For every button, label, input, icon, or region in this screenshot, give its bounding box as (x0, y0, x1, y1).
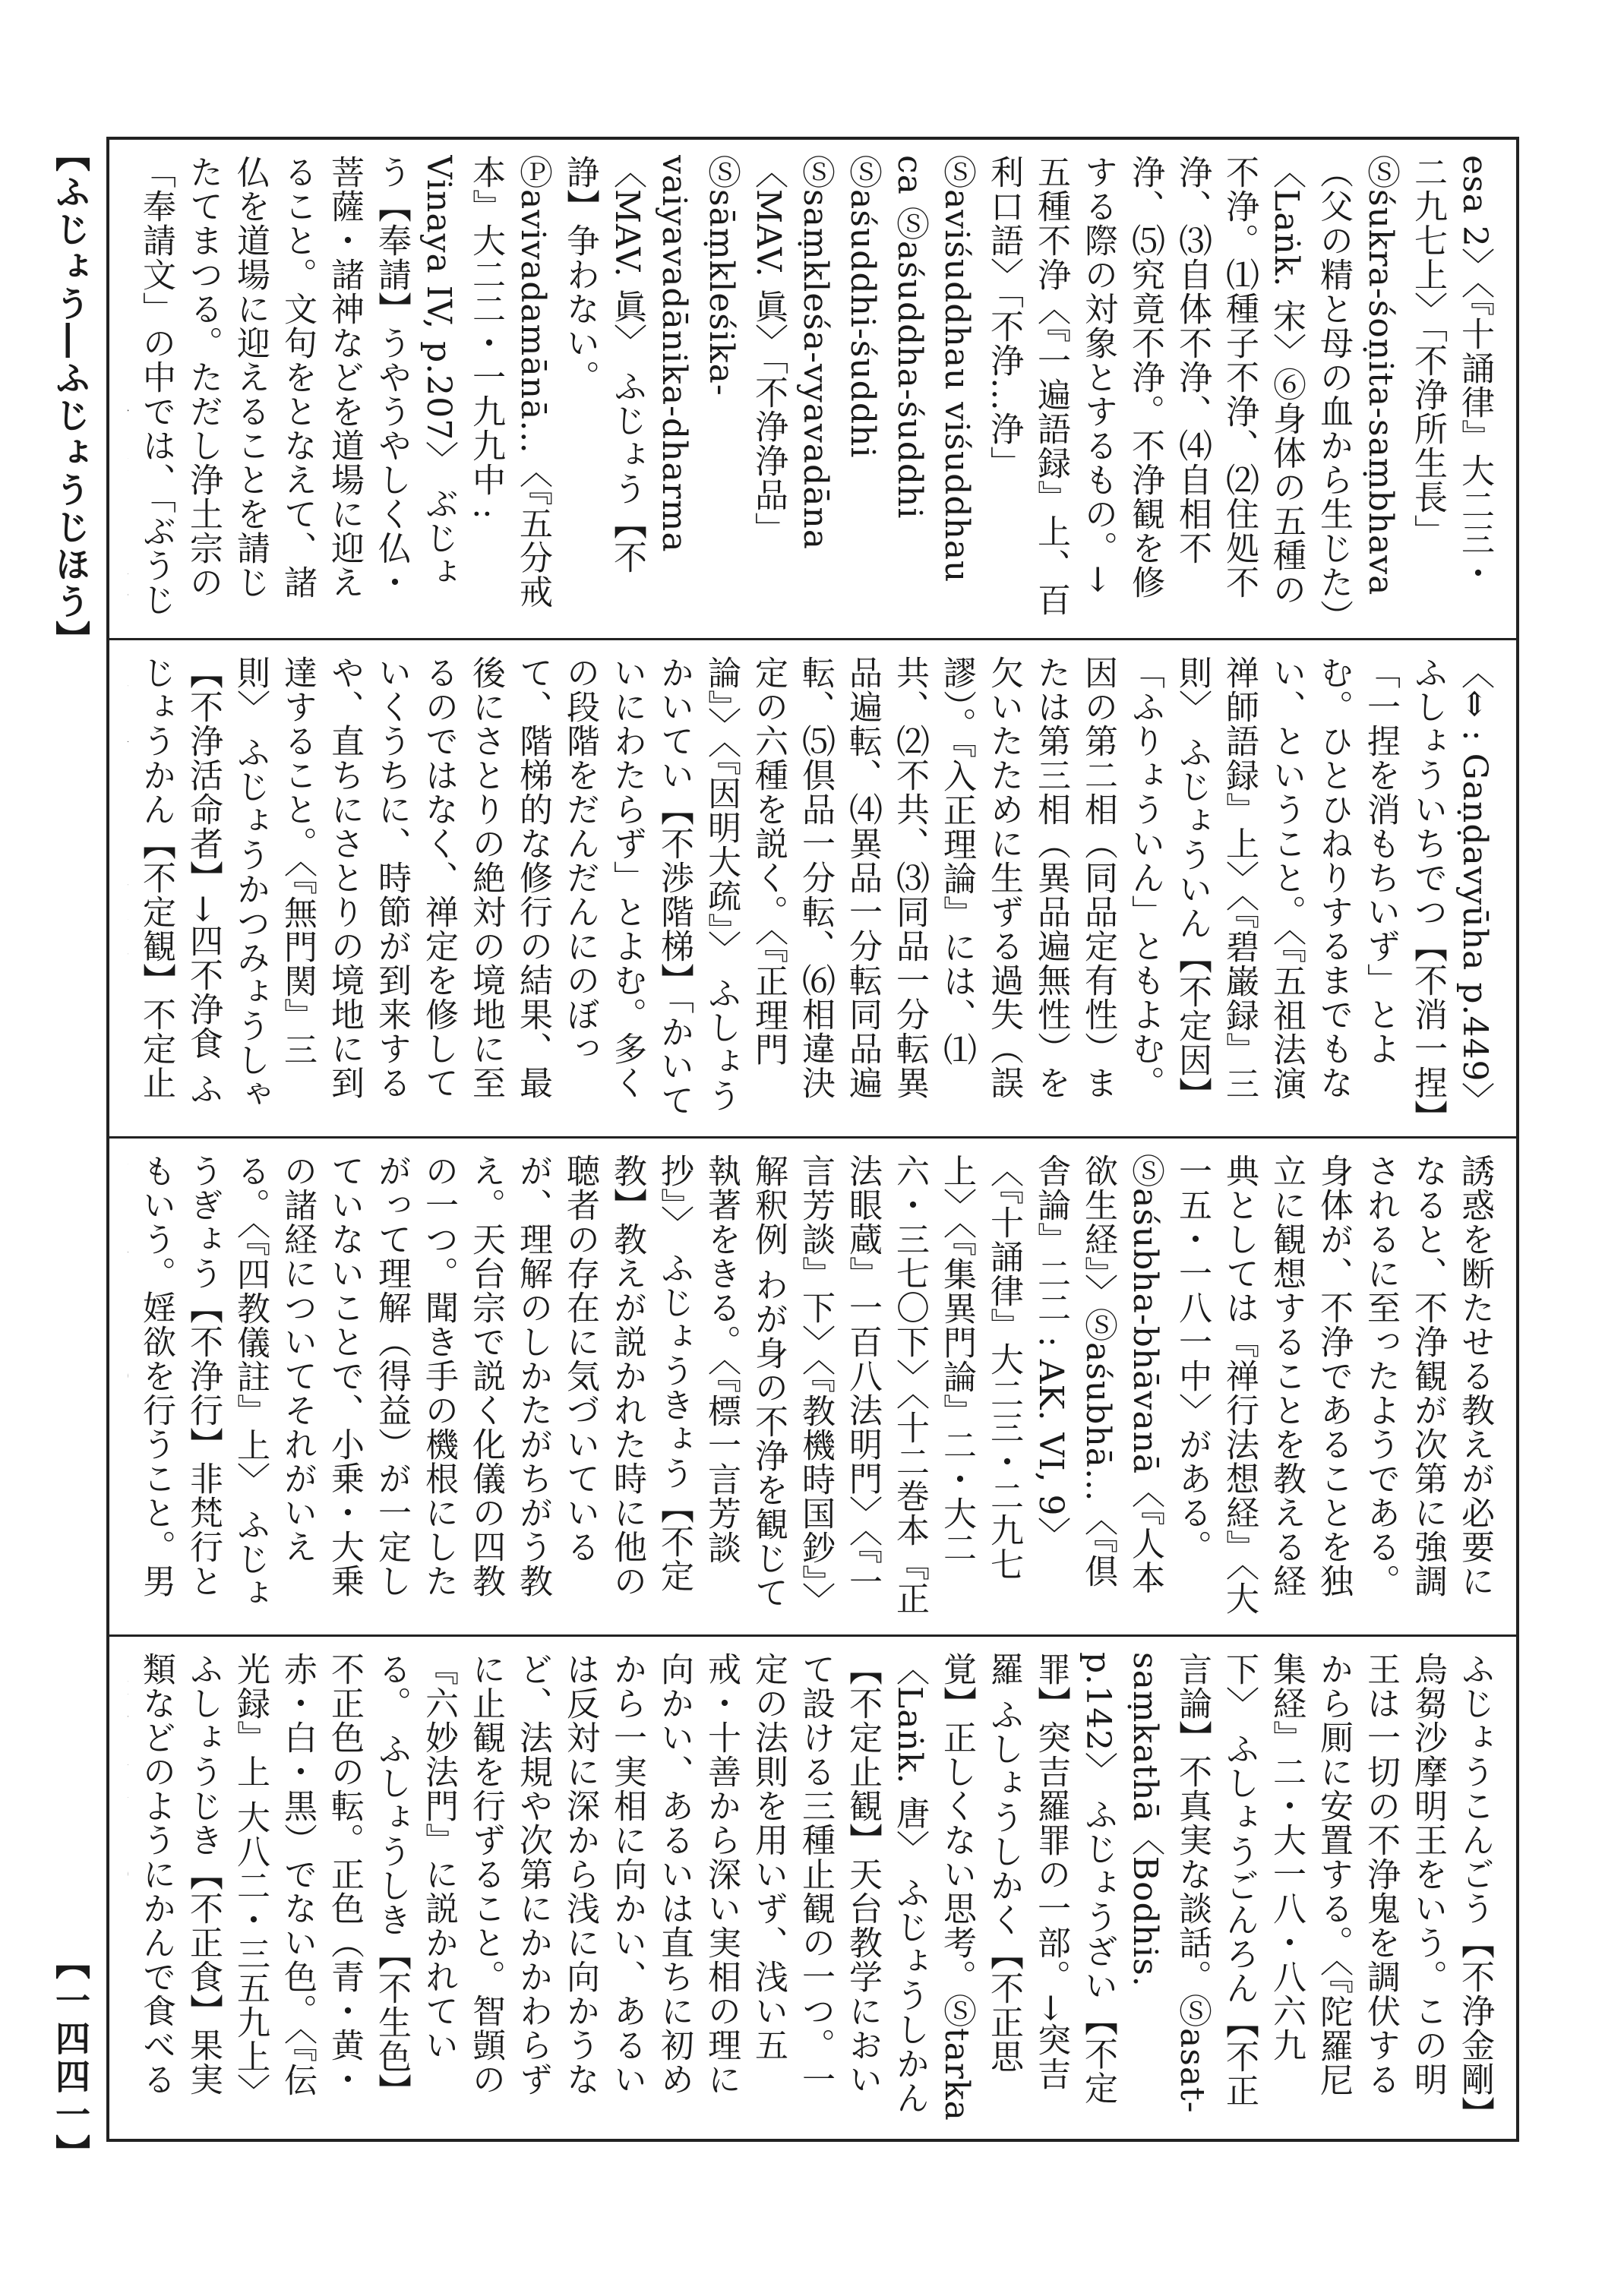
text-band-2 (109, 638, 1516, 1136)
band-1-text (128, 155, 1498, 623)
text-band-3 (109, 1136, 1516, 1634)
band-3-text (128, 1154, 1498, 1619)
text-band-1 (109, 140, 1516, 638)
entry: ふじょうこんごう【不浄金剛】烏芻沙摩明王をいう。この明王は一切の不浄鬼を調伏するから厠に安置する。〈『陀羅尼集経』二・大一八・八六九下〉 (1220, 1652, 1494, 2114)
entry: 〈⇔ : Gaṇḍavyūha p.449〉 (1455, 655, 1494, 1116)
entry: 誘惑を断たせる教えが必要になると、不浄観が次第に強調されるに至ったようである。身体が、不浄であることを独立に観想することを教える経典としては『禅行法想経』〈大一五・一八一中〉がある。Ⓢaśubha-bhāvanā〈『人本欲生経』〉Ⓢaśubhā…〈『倶舎論』二二 : AK. VI, 9〉〈『十誦律』大二三・二九七上〉〈『集異門論』二・大二六・三七〇下〉〈十二巻本『正法眼蔵』一百八法明門〉〈『一言芳談』下〉〈『教機時国鈔』〉解釈例 わが身の不浄を観じて執著をきる。〈『標一言芳談抄』〉 (655, 1154, 1494, 1616)
entry: ふしょうじき【不正食】果実類などのようにかんで食べる (137, 1652, 223, 2096)
entry: ふしょうかいてい【不渉階梯】「かいていにわたらず」とよむ。多くの段階をだんだんにのぼって、階梯的な修行の結果、最後にさとりの絶対の境地に至るのではなく、禅定を修していくうちに、時節が到来するや、直ちにさとりの境地に到達すること。〈『無門関』三則〉 (231, 655, 741, 1117)
dictionary-page-frame (106, 137, 1519, 2142)
band-4-text (128, 1652, 1498, 2124)
band-2-text (128, 655, 1498, 1121)
entry: ふしょうしかく【不正思覚】正しくない思考。Ⓢtarka〈Laṅk. 唐〉 (890, 1652, 1023, 2121)
entry: esa 2〉〈『十誦律』大二三・二九七上〉「不浄所生長」Ⓢśukra-śoṇita-saṃbhava（父の精と母の血から生じた）〈Laṅk. 宋〉⑥身体の五種の不浄。⑴種子不浄、⑵住処不浄、⑶自体不浄、⑷自相不浄、⑸究竟不浄。不浄観を修する際の対象とするもの。→五種不浄〈『一遍語録』上、百利口語〉「不浄…浄」Ⓢaviśuddhau viśuddhau ca Ⓢaśuddha-śuddhi Ⓢaśuddhi-śuddhi Ⓢsaṃkleśa-vyavadāna〈MAV. 眞〉「不浄浄品」Ⓢsāṃkleśika-vaiyavadānika-dharma〈MAV. 眞〉 (608, 155, 1494, 617)
entry: ぶじょう【奉請】うやうやしく仏・菩薩・諸神などを道場に迎えること。文句をとなえて、諸仏を道場に迎えることを請じたてまつる。ただし浄土宗の「奉請文」の中では、「ぶうじ (137, 155, 458, 617)
entry: ふしょうごんろん【不正言論】不真実な談話。Ⓢasat-saṃkathā〈Bodhis. p.142〉 (1079, 1652, 1259, 2114)
page-number: 【一四四一】 (50, 1944, 91, 2172)
entry: ふじょう【不諍】争わない。Ⓟavivadamānā…〈『五分戒本』大二二・一九九中 : Vinaya IV, p.207〉 (419, 155, 646, 609)
entry: ふじょうしかん【不定止観】天台教学において設ける三種止観の一つ。一定の法則を用いず、浅い五戒・十善から深い実相の理に向かい、あるいは直ちに初めから一実相に向かい、あるいは反対に深から浅に向かうなど、法規や次第にかかわらずに止観を行ずること。智顗の『六妙法門』に説かれている。 (372, 1652, 929, 2115)
running-head: 【ふじょう―ふじょうじほう】 (50, 137, 91, 658)
entry: ふしょうしき【不生色】不正色の転。正色（青・黄・赤・白・黒）でない色。〈『伝光録』上 大八二・三五九上〉 (231, 1652, 411, 2108)
entry: ふじょうぎょう【不浄行】非梵行ともいう。婬欲を行うこと。男 (137, 1154, 270, 1610)
entry: ふじょうかん【不定観】不定止 (137, 655, 223, 1106)
entry: ふじょうきょう【不定教】教えが説かれた時に他の聴者の存在に気づいているが、理解のしかたがちがう教え。天台宗で説く化儀の四教の一つ。聞き手の機根にしたがって理解（得益）が一定していないことで、小乗・大乗の諸経についてそれがいえる。〈『四教儀註』上〉 (231, 1154, 694, 1598)
entry: ふじょうかつみょうしゃ【不浄活命者】→四不浄食 (184, 655, 270, 1111)
entry: ふしょういちでつ【不消一捏】「一捏を消もちいず」とよむ。ひとひねりするまでもない、ということ。〈『五祖法演禅師語録』上〉〈『碧巌録』三則〉 (1173, 655, 1447, 1117)
entry: ふじょういん【不定因】「ふりょういん」ともよむ。因の第二相（同品定有性）または第三相（異品遍無性）を欠いたために生ずる過失（誤謬）。『入正理論』には、⑴共、⑵不共、⑶同品一分転異品遍転、⑷異品一分転同品遍転、⑸倶品一分転、⑹相違決定の六種を説く。〈『正理門論』〉〈『因明大疏』〉 (702, 655, 1212, 1111)
text-band-4 (109, 1634, 1516, 2139)
entry: ふじょうざい【不定罪】突吉羅罪の一部。→突吉羅 (984, 1652, 1117, 2105)
